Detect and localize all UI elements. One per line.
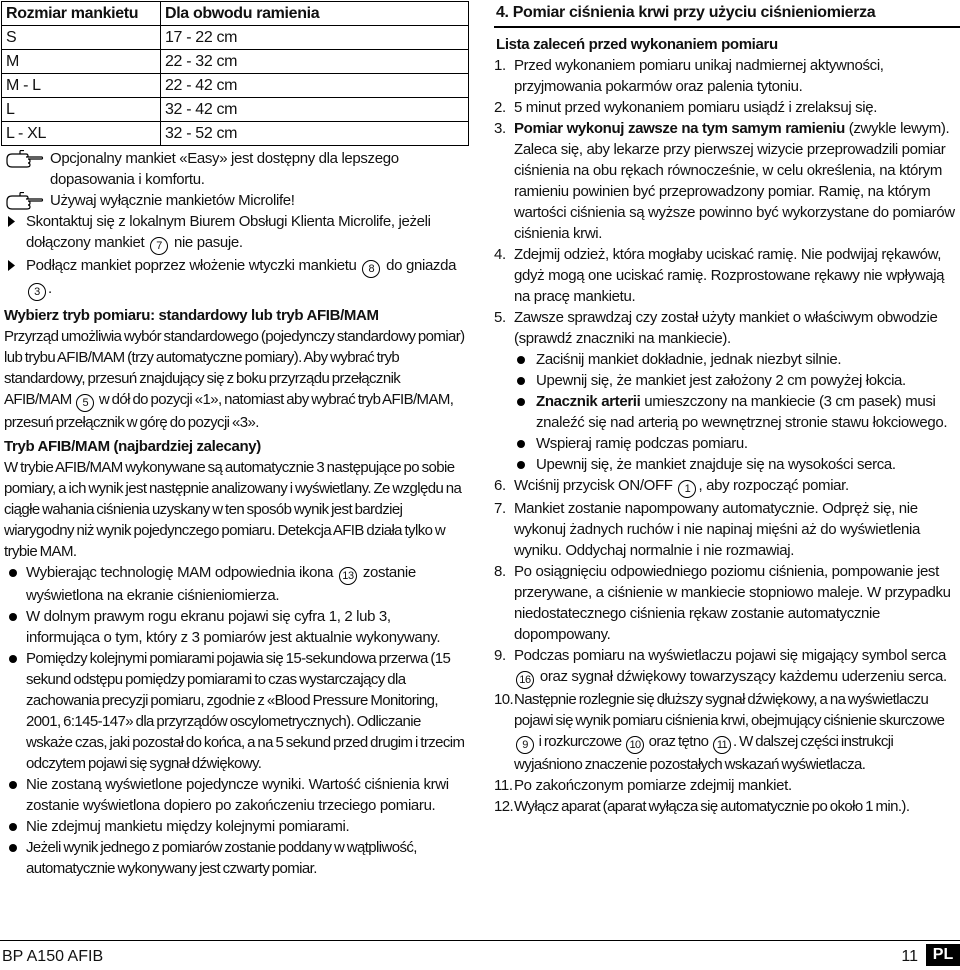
ref-number-badge: 11 bbox=[713, 736, 731, 754]
bullet-dot-icon bbox=[517, 398, 525, 406]
pointing-hand-icon bbox=[6, 192, 44, 210]
list-item: Upewnij się, że mankiet znajduje się na wysokości serca. bbox=[494, 454, 960, 475]
ref-number-badge: 16 bbox=[516, 671, 534, 689]
section-title: 4. Pomiar ciśnienia krwi przy użyciu ciśnieniomierza bbox=[496, 4, 876, 21]
table-header-cell: Rozmiar mankietu bbox=[2, 2, 161, 26]
ref-number-badge: 9 bbox=[516, 736, 534, 754]
table-row bbox=[2, 122, 469, 146]
table-cell: M - L bbox=[2, 74, 161, 98]
model-name: BP A150 AFIB bbox=[2, 948, 104, 965]
bullet-dot-icon bbox=[517, 440, 525, 448]
table-header-row bbox=[2, 2, 469, 26]
pointing-hand-icon bbox=[6, 150, 44, 168]
list-item: Znacznik arterii umieszczony na mankiecie (3 cm pasek) musi znaleźć się nad arterią po wewnętrznej stronie stawu łokciowego. bbox=[494, 391, 960, 433]
table-cell: S bbox=[2, 26, 161, 50]
step-item: 1. Przed wykonaniem pomiaru unikaj nadmiernej aktywności, przyjmowania pokarmów oraz palenia tytoniu. bbox=[494, 57, 884, 95]
table-cell: 22 - 42 cm bbox=[161, 74, 469, 98]
bullet-dot-icon bbox=[517, 377, 525, 385]
table-cell: 32 - 52 cm bbox=[161, 122, 469, 146]
page-number: 11 bbox=[901, 948, 918, 965]
mode-paragraph: Przyrząd umożliwia wybór standardowego (pojedynczy standardowy pomiar) lub trybu AFIB/MAM (trzy automatyczne pomiary). Aby wybrać tryb standardowy, przesuń znajdujący się z boku przyrządu przełącznik AFIB/MAM 5 w dół do pozycji «1», natomiast aby wybrać tryb AFIB/MAM, przesuń przełącznik w górę do pozycji «3». bbox=[4, 328, 465, 431]
table-header-cell: Dla obwodu ramienia bbox=[161, 2, 469, 26]
triangle-bullet-icon bbox=[8, 216, 15, 227]
bullet-dot-icon bbox=[9, 781, 17, 789]
step-item: 3. Pomiar wykonuj zawsze na tym samym ramieniu (zwykle lewym). Zaleca się, aby lekarze przy pierwszej wizycie przeprowadzili pomiar ciśnienia na obu rękach równocześnie, w celu określenia, na którym ramieniu powinien być przeprowadzony pomiar. Ramię, na którym wartości ciśnienia są wyższe powinno być wykorzystane do pomiarów ciśnienia krwi. bbox=[494, 120, 955, 242]
step-item: 12. Wyłącz aparat (aparat wyłącza się automatycznie po około 1 min.). bbox=[494, 798, 910, 815]
step-item: 6. Wciśnij przycisk ON/OFF 1 , aby rozpocząć pomiar. bbox=[494, 475, 960, 498]
list-item: Zaciśnij mankiet dokładnie, jednak niezbyt silnie. bbox=[494, 349, 960, 370]
mode-heading: Wybierz tryb pomiaru: standardowy lub tryb AFIB/MAM bbox=[4, 307, 379, 324]
section-subtitle: Lista zaleceń przed wykonaniem pomiaru bbox=[496, 36, 778, 53]
table-row bbox=[2, 98, 469, 122]
step-item: 4. Zdejmij odzież, która mogłaby uciskać ramię. Nie podwijaj rękawów, gdyż mogą one uciskać ramię. Rozprostowane rękawy nie wpływają na pracę mankietu. bbox=[494, 246, 945, 305]
step-item: 9. Podczas pomiaru na wyświetlaczu pojawi się migający symbol serca 16 oraz sygnał dźwiękowy towarzyszący każdemu uderzeniu serca. bbox=[494, 645, 960, 689]
bullet-dot-icon bbox=[9, 613, 17, 621]
tip-contact-service: Skontaktuj się z lokalnym Biurem Obsługi Klienta Microlife, jeżeli dołączony mankiet 7 nie pasuje. bbox=[4, 211, 466, 255]
list-item: Wybierając technologię MAM odpowiednia ikona 13 zostanie wyświetlona na ekranie ciśnieniomierza. bbox=[4, 562, 466, 606]
bullet-dot-icon bbox=[9, 655, 17, 663]
step-item: 2. 5 minut przed wykonaniem pomiaru usiądź i zrelaksuj się. bbox=[494, 99, 878, 116]
list-item: W dolnym prawym rogu ekranu pojawi się cyfra 1, 2 lub 3, informująca o tym, który z 3 pomiarów jest aktualnie wykonywany. bbox=[4, 606, 466, 648]
note-microlife-only: Używaj wyłącznie mankietów Microlife! bbox=[4, 190, 466, 211]
page-footer bbox=[0, 940, 960, 970]
note-easy-cuff: Opcjonalny mankiet «Easy» jest dostępny dla lepszego dopasowania i komfortu. bbox=[4, 148, 466, 190]
bullet-dot-icon bbox=[517, 461, 525, 469]
table-row bbox=[2, 74, 469, 98]
ref-number-badge: 5 bbox=[76, 394, 94, 412]
ref-number-badge: 10 bbox=[626, 736, 644, 754]
step-item: 8. Po osiągnięciu odpowiedniego poziomu ciśnienia, pompowanie jest przerywane, a ciśnienie w mankiecie stopniowo maleje. W przypadku niedostatecznego ciśnienia rękaw zostanie automatycznie dopompowany. bbox=[494, 563, 951, 643]
section-rule bbox=[494, 26, 960, 28]
table-cell: 17 - 22 cm bbox=[161, 26, 469, 50]
bullet-dot-icon bbox=[9, 823, 17, 831]
step-item: 5. Zawsze sprawdzaj czy został użyty mankiet o właściwym obwodzie (sprawdź znaczniki na mankiecie). Zaciśnij mankiet dokładnie, jednak niezbyt silnie. Upewnij się, że mankiet jest założony 2 cm powyżej łokcia. Znacznik arterii umieszczony na mankiecie (3 cm pasek) musi znaleźć się nad arterią po wewnętrznej stronie stawu łokciowego. Wspieraj ramię podczas pomiaru. Upewnij się, że mankiet znajduje się na wysokości serca. bbox=[494, 307, 960, 475]
list-item: Jeżeli wynik jednego z pomiarów zostanie poddany w wątpliwość, automatycznie wykonywany jest czwarty pomiar. bbox=[4, 837, 466, 879]
table-cell: M bbox=[2, 50, 161, 74]
table-cell: L - XL bbox=[2, 122, 161, 146]
triangle-bullet-icon bbox=[8, 260, 15, 271]
step-item: 10. Następnie rozlegnie się dłuższy sygnał dźwiękowy, a na wyświetlaczu pojawi się wynik pomiaru ciśnienia krwi, obejmujący ciśnienie skurczowe 9 i rozkurczowe 10 oraz tętno 11 . W dalszej części instrukcji wyjaśniono znaczenie pozostałych wskazań wyświetlacza. bbox=[494, 691, 945, 773]
ref-number-badge: 8 bbox=[362, 260, 380, 278]
table-cell: L bbox=[2, 98, 161, 122]
tip-connect-cuff: Podłącz mankiet poprzez włożenie wtyczki mankietu 8 do gniazda 3 . bbox=[4, 255, 466, 301]
right-column bbox=[494, 0, 960, 817]
table-row bbox=[2, 50, 469, 74]
ref-number-badge: 3 bbox=[28, 283, 46, 301]
ref-number-badge: 13 bbox=[339, 567, 357, 585]
table-cell: 22 - 32 cm bbox=[161, 50, 469, 74]
bullet-dot-icon bbox=[517, 356, 525, 364]
sub-list bbox=[494, 349, 960, 475]
steps-list bbox=[494, 55, 960, 817]
step-item: 7. Mankiet zostanie napompowany automatycznie. Odpręż się, nie wykonuj żadnych ruchów i nie napinaj mięśni aż do wyświetlenia wyniku. Oddychaj normalnie i nie rozmawiaj. bbox=[494, 500, 921, 559]
cuff-size-table bbox=[1, 1, 469, 146]
list-item: Upewnij się, że mankiet jest założony 2 cm powyżej łokcia. bbox=[494, 370, 960, 391]
afib-heading: Tryb AFIB/MAM (najbardziej zalecany) bbox=[4, 438, 261, 455]
bullet-dot-icon bbox=[9, 569, 17, 577]
table-cell: 32 - 42 cm bbox=[161, 98, 469, 122]
list-item: Wspieraj ramię podczas pomiaru. bbox=[494, 433, 960, 454]
ref-number-badge: 1 bbox=[678, 480, 696, 498]
list-item: Pomiędzy kolejnymi pomiarami pojawia się 15-sekundowa przerwa (15 sekund odstępu pomiędzy pomiarami to czas wystarczający dla zachowania precyzji pomiaru, zgodnie z «Blood Pressure Monitoring, 2001, 6:145-147» dla przyrządów oscylometrycznych). Odliczanie wskaże czas, jaki pozostał do końca, a na 5 sekund przed drugim i trzecim odczytem pojawi się sygnał dźwiękowy. bbox=[4, 648, 466, 774]
list-item: Nie zostaną wyświetlone pojedyncze wyniki. Wartość ciśnienia krwi zostanie wyświetlona dopiero po zakończeniu trzeciego pomiaru. bbox=[4, 774, 466, 816]
language-badge: PL bbox=[926, 944, 960, 966]
table-row bbox=[2, 26, 469, 50]
ref-number-badge: 7 bbox=[150, 237, 168, 255]
list-item: Nie zdejmuj mankietu między kolejnymi pomiarami. bbox=[4, 816, 466, 837]
afib-paragraph: W trybie AFIB/MAM wykonywane są automatycznie 3 następujące po sobie pomiary, a ich wynik jest następnie analizowany i wyświetlany. Ze względu na ciągłe wahania ciśnienia uzyskany w ten sposób wynik jest bardziej wiarygodny niż wynik pojedynczego pomiaru. Detekcja AFIB działa tylko w trybie MAM. bbox=[4, 459, 462, 560]
left-column bbox=[0, 0, 470, 879]
step-item: 11. Po zakończonym pomiarze zdejmij mankiet. bbox=[494, 777, 792, 794]
bullet-dot-icon bbox=[9, 844, 17, 852]
